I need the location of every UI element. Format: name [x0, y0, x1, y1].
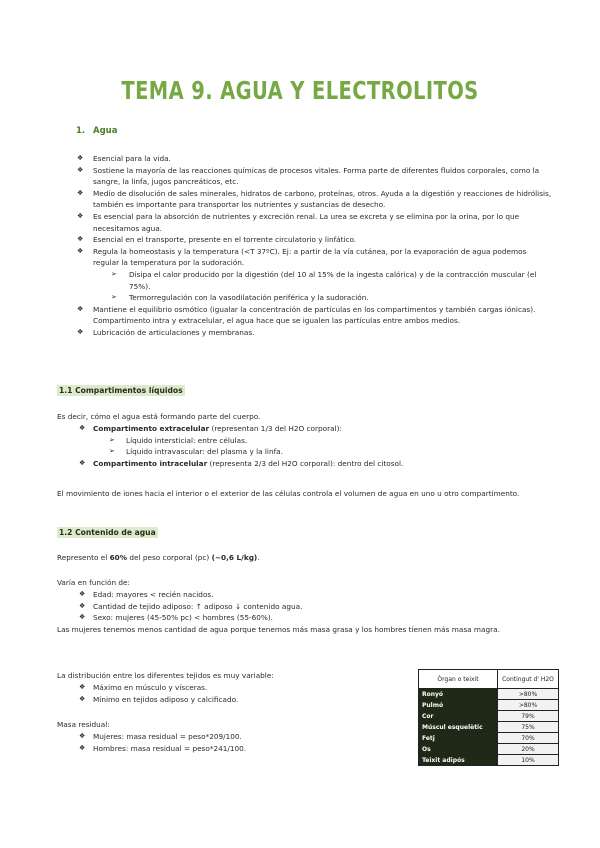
- table-cell-value: 20%: [498, 744, 559, 755]
- list-item: ❖ Hombres: masa residual = peso*241/100.: [79, 743, 247, 753]
- paragraph-varia: Varía en función de:: [57, 578, 130, 587]
- diamond-bullet-icon: ❖: [79, 732, 86, 740]
- table-cell-organ: Fetj: [419, 733, 498, 744]
- diamond-bullet-icon: ❖: [77, 154, 84, 162]
- list-item: ❖ Esencial en el transporte, presente en el torrente circulatorio y linfático.: [77, 235, 357, 245]
- arrow-bullet-icon: ➢: [109, 435, 115, 444]
- sub-list-item: ➢ Líquido intravascular: del plasma y la linfa.: [109, 447, 283, 457]
- diamond-bullet-icon: ❖: [77, 235, 84, 244]
- table-cell-value: 10%: [498, 755, 559, 766]
- list-item: ❖ Regula la homeostasis y la temperatura (<T 37ºC). Ej: a partir de la vía cutánea, por la evaporación de agua podemos regular la temperatura por la sudoración.: [77, 246, 527, 268]
- diamond-bullet-icon: ❖: [79, 590, 86, 598]
- diamond-bullet-icon: ❖: [79, 424, 86, 432]
- diamond-bullet-icon: ❖: [77, 188, 84, 197]
- distribucion-list: [76, 682, 396, 705]
- diamond-bullet-icon: ❖: [77, 246, 84, 255]
- arrow-bullet-icon: ➢: [111, 293, 117, 302]
- list-item: ❖ Mantiene el equilibrio osmótico (igualar la concentración de partículas en los compartimentos y también cargas iónicas). Compartimento intra y extracelular, el agua hace que se igualen las partículas entre ambos medios.: [77, 304, 536, 326]
- section-heading-agua: [76, 126, 117, 136]
- table-cell-value: >80%: [498, 689, 559, 700]
- diamond-bullet-icon: ❖: [77, 211, 84, 220]
- water-content-table: [418, 669, 559, 766]
- table-row: [419, 744, 559, 755]
- list-item: ❖ Edad: mayores < recién nacidos.: [79, 590, 214, 599]
- table-cell-value: 79%: [498, 711, 559, 722]
- table-header-row: [419, 670, 559, 689]
- masa-residual-list: [76, 731, 396, 754]
- subsection-heading-contenido: 1.2 Contenido de agua: [59, 528, 156, 537]
- table-cell-value: >80%: [498, 700, 559, 711]
- diamond-bullet-icon: ❖: [79, 683, 86, 691]
- list-item: ❖ Medio de disolución de sales minerales, hidratos de carbono, proteínas, otros. Ayuda a la digestión y reacciones de hidrólisis, también es importante para transportar los nutrientes y sustancias de desecho.: [77, 188, 552, 210]
- paragraph-masa-residual: Masa residual:: [57, 720, 110, 729]
- list-item: ❖ Mínimo en tejidos adiposo y calcificado.: [79, 694, 239, 704]
- table-row: [419, 711, 559, 722]
- table-cell-organ: Múscul esquelètic: [419, 722, 498, 733]
- list-item: ❖ Esencial para la vida.: [77, 154, 171, 163]
- sub-list-item: ➢ Disipa el calor producido por la digestión (del 10 al 15% de la ingesta calórica) y de la contracción muscular (el 75%).: [111, 269, 537, 291]
- compartments-list: [76, 423, 536, 469]
- sub-list-item: ➢ Líquido intersticial: entre células.: [109, 435, 248, 445]
- diamond-bullet-icon: ❖: [77, 165, 84, 174]
- table-cell-organ: Ronyó: [419, 689, 498, 700]
- table-cell-organ: Teixit adipós: [419, 755, 498, 766]
- table-cell-value: 70%: [498, 733, 559, 744]
- diamond-bullet-icon: ❖: [79, 601, 86, 610]
- arrow-bullet-icon: ➢: [111, 269, 117, 278]
- paragraph-movement: El movimiento de iones hacia el interior o el exterior de las células controla el volumen de agua en uno u otro compartimento.: [57, 489, 520, 498]
- agua-bullet-list: [74, 153, 554, 339]
- diamond-bullet-icon: ❖: [79, 458, 86, 467]
- diamond-bullet-icon: ❖: [79, 694, 86, 703]
- section-label: Agua: [93, 126, 118, 136]
- arrow-bullet-icon: ➢: [109, 447, 115, 456]
- table-row: [419, 700, 559, 711]
- table-header-cell: Òrgan o teixit: [419, 670, 498, 689]
- list-item: ❖ Mujeres: masa residual = peso*209/100.: [79, 732, 242, 741]
- table-row: [419, 722, 559, 733]
- list-item: ❖ Compartimento extracelular (representan 1/3 del H2O corporal):: [79, 424, 342, 433]
- table-row: [419, 755, 559, 766]
- diamond-bullet-icon: ❖: [77, 304, 84, 313]
- table-cell-organ: Cor: [419, 711, 498, 722]
- page-title: TEMA 9. AGUA Y ELECTROLITOS: [121, 76, 479, 105]
- section-number: 1.: [76, 126, 86, 136]
- table-row: [419, 689, 559, 700]
- list-item: ❖ Lubricación de articulaciones y membranas.: [77, 327, 255, 337]
- diamond-bullet-icon: ❖: [77, 327, 84, 336]
- table-row: [419, 733, 559, 744]
- list-item: ❖ Máximo en músculo y vísceras.: [79, 683, 208, 692]
- list-item: ❖ Compartimento intracelular (representa 2/3 del H2O corporal): dentro del citosol.: [79, 458, 404, 468]
- table-cell-organ: Pulmó: [419, 700, 498, 711]
- table-cell-organ: Os: [419, 744, 498, 755]
- paragraph-intro: Es decir, cómo el agua está formando parte del cuerpo.: [57, 412, 261, 421]
- subsection-heading-compartimentos: 1.1 Compartimentos líquidos: [59, 386, 183, 395]
- diamond-bullet-icon: ❖: [79, 613, 86, 622]
- table-cell-value: 75%: [498, 722, 559, 733]
- diamond-bullet-icon: ❖: [79, 743, 86, 752]
- list-item: ❖ Es esencial para la absorción de nutrientes y excreción renal. La urea se excreta y se elimina por la orina, por lo que necesitamos agua.: [77, 211, 520, 233]
- varia-list: [76, 589, 536, 624]
- list-item: ❖ Sostiene la mayoría de las reacciones químicas de procesos vitales. Forma parte de diferentes fluidos corporales, como la sangre, la linfa, jugos pancreáticos, etc.: [77, 165, 540, 187]
- sub-list-item: ➢ Termorregulación con la vasodilatación periférica y la sudoración.: [111, 293, 369, 303]
- list-item: ❖ Cantidad de tejido adiposo: ↑ adiposo ↓ contenido agua.: [79, 601, 303, 611]
- paragraph-distribucion: La distribución entre los diferentes tejidos es muy variable:: [57, 671, 274, 680]
- paragraph-mujeres: Las mujeres tenemos menos cantidad de agua porque tenemos más masa grasa y los hombres tienen más masa magra.: [57, 625, 500, 634]
- list-item: ❖ Sexo: mujeres (45-50% pc) < hombres (55-60%).: [79, 613, 274, 623]
- paragraph-represento: Represento el 60% del peso corporal (pc) (~0,6 L/kg).: [57, 553, 260, 562]
- table-header-cell: Contingut d' H2O: [498, 670, 559, 689]
